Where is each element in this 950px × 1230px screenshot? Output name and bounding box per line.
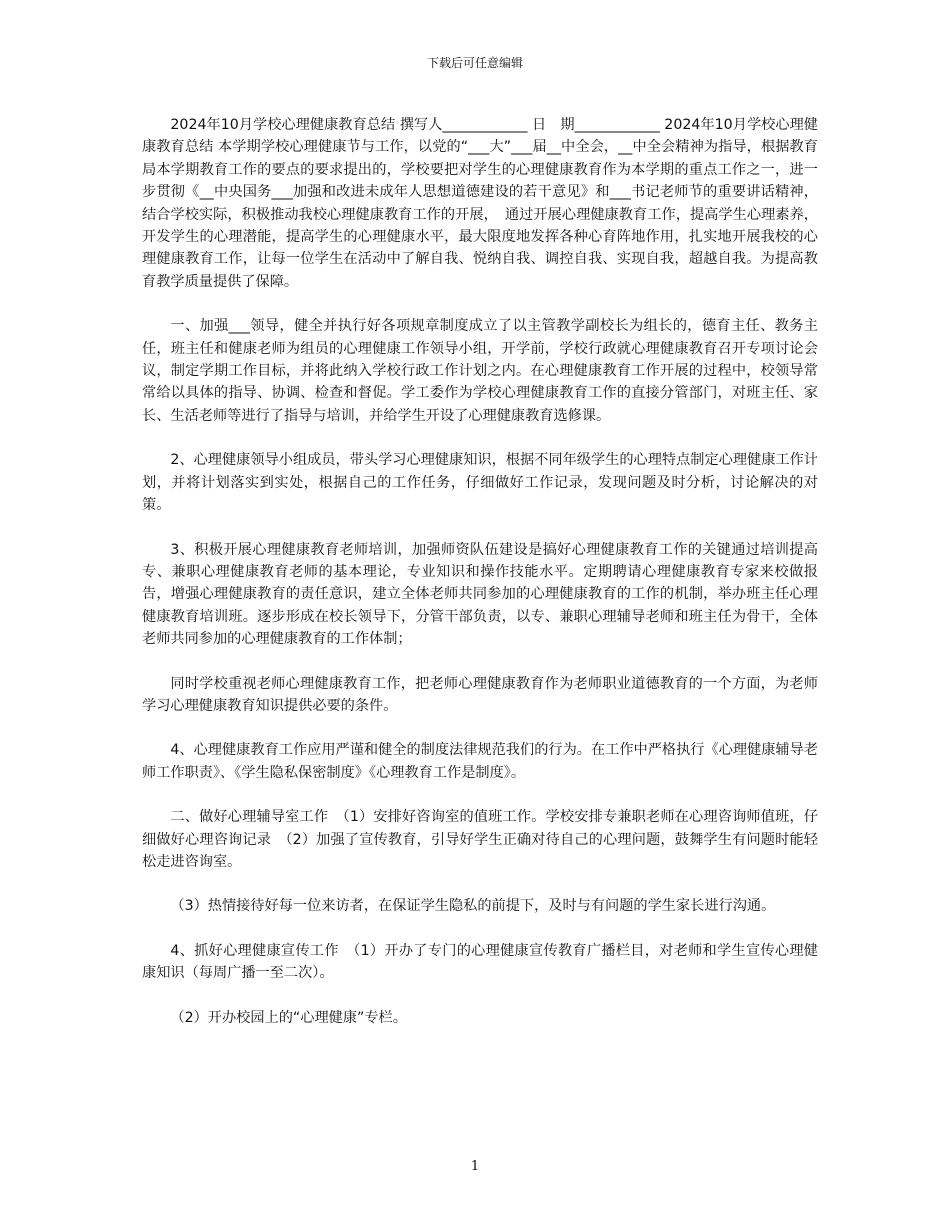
page-header: 下载后可任意编辑	[426, 56, 523, 70]
document-body	[142, 114, 818, 1051]
paragraph-section-1: 一、加强___领导，健全并执行好各项规章制度成立了以主管教学副校长为组长的，德育主任、教务主任，班主任和健康老师为组员的心理健康工作领导小组，开学前，学校行政就心理健康教育召开专项讨论会议，制定学期工作目标，并将此纳入学校行政工作计划之内。在心理健康教育工作开展的过程中，校领导常常给以具体的指导、协调、检查和督促。学工委作为学校心理健康教育工作的直接分管部门，对班主任、家长、生活老师等进行了指导与培训，并给学生开设了心理健康教育选修课。	[142, 318, 818, 424]
paragraph-publicity: 4、抓好心理健康宣传工作 （1）开办了专门的心理健康宣传教育广播栏目，对老师和学生宣传心理健康知识（每周广播一至二次）。	[142, 942, 818, 982]
page-number: 1	[470, 1159, 480, 1174]
paragraph-item-4: 4、心理健康教育工作应用严谨和健全的制度法律规范我们的行为。在工作中严格执行《心理健康辅导老师工作职责》、《学生隐私保密制度》《心理教育工作是制度》。	[142, 742, 818, 781]
paragraph-item-3-visitors: （3）热情接待好每一位来访者，在保证学生隐私的前提下，及时与有问题的学生家长进行沟通。	[170, 898, 776, 915]
paragraph-teacher-health: 同时学校重视老师心理健康教育工作，把老师心理健康教育作为老师职业道德教育的一个方面，为老师学习心理健康教育知识提供必要的条件。	[142, 675, 818, 714]
paragraph-section-2: 二、做好心理辅导室工作 （1）安排好咨询室的值班工作。学校安排专兼职老师在心理咨询师值班，仔细做好心理咨询记录 （2）加强了宣传教育，引导好学生正确对待自己的心理问题，鼓舞学生有问题时能轻松走进咨询室。	[142, 809, 818, 870]
paragraph-item-2: 2、心理健康领导小组成员，带头学习心理健康知识，根据不同年级学生的心理特点制定心理健康工作计划，并将计划落实到实处，根据自己的工作任务，仔细做好工作记录，发现问题及时分析，讨论解决的对策。	[142, 452, 818, 514]
paragraph-intro: 2024年10月学校心理健康教育总结 撰写人____________ 日 期____________ 2024年10月学校心理健康教育总结 本学期学校心理健康节与工作，以党的“___大”___届__中全会，__中全会精神为指导，根据教育局本学期教育工作的要点的要求提出的，学校要把对学生的心理健康教育作为本学期的重点工作之一，进一步贯彻《__中央国务___加强和改进未成年人思想道德建设的若干意见》和___书记老师节的重要讲话精神，结合学校实际，积极推动我校心理健康教育工作的开展， 通过开展心理健康教育工作，提高学生心理素养，开发学生的心理潜能，提高学生的心理健康水平，最大限度地发挥各种心育阵地作用，扎实地开展我校的心理健康教育工作，让每一位学生在活动中了解自我、悦纳自我、调控自我、实现自我，超越自我。为提高教育教学质量提供了保障。	[142, 117, 818, 290]
paragraph-column: （2）开办校园上的“心理健康”专栏。	[170, 1009, 407, 1026]
paragraph-item-3: 3、积极开展心理健康教育老师培训，加强师资队伍建设是搞好心理健康教育工作的关键通过培训提高专、兼职心理健康教育老师的基本理论，专业知识和操作技能水平。定期聘请心理健康教育专家来校做报告，增强心理健康教育的责任意识，建立全体老师共同参加的心理健康教育的工作的机制，举办班主任心理健康教育培训班。逐步形成在校长领导下，分管干部负责，以专、兼职心理辅导老师和班主任为骨干，全体老师共同参加的心理健康教育的工作体制；	[142, 541, 818, 648]
